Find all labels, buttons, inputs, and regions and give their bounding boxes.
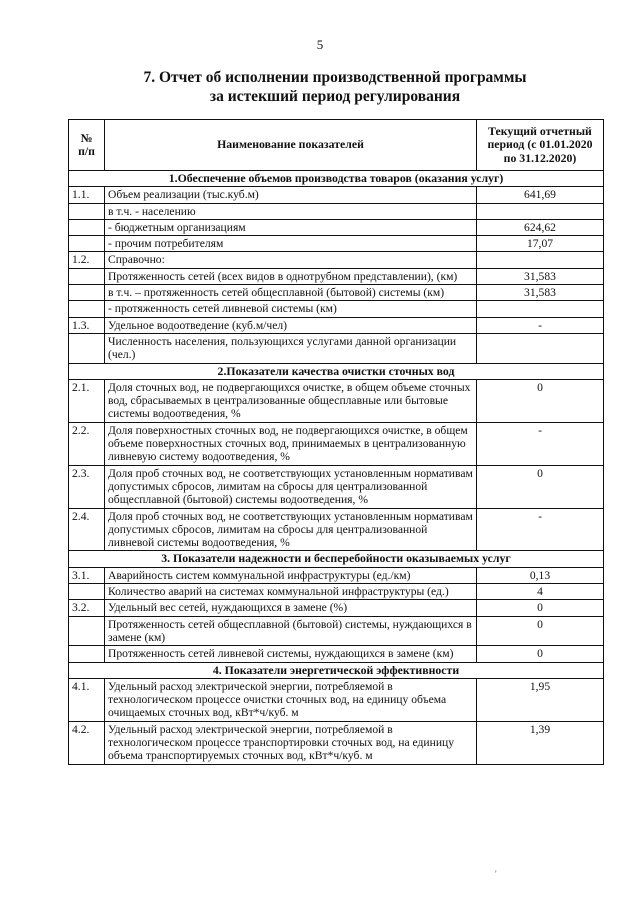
report-title [0,68,640,106]
table-row [69,333,604,363]
report-table [68,119,604,765]
row-value [477,333,604,363]
table-row [69,422,604,465]
row-name: - прочим потребителям [105,236,477,252]
report-title-line-2: за истекший период регулирования [209,88,461,105]
table-row [69,301,604,317]
row-name: Удельный вес сетей, нуждающихся в замене (%) [105,600,477,616]
row-number [69,333,105,363]
row-value: - [477,317,604,333]
row-number: 2.4. [69,508,105,551]
row-number: 1.2. [69,252,105,268]
header-num: № п/п [69,120,105,171]
row-value [477,252,604,268]
row-value: 0 [477,379,604,422]
row-number: 2.2. [69,422,105,465]
row-name: - бюджетным организациям [105,219,477,235]
table-row [69,285,604,301]
row-value: 1,95 [477,678,604,721]
row-number [69,301,105,317]
row-name: Протяженность сетей (всех видов в однотрубном представлении), (км) [105,268,477,284]
row-number: 2.3. [69,465,105,508]
row-name: в т.ч. – протяженность сетей общесплавной (бытовой) системы (км) [105,285,477,301]
row-value: 0 [477,616,604,646]
table-row [69,252,604,268]
section-header [69,363,604,379]
row-value [477,203,604,219]
table-row [69,584,604,600]
row-number: 3.2. [69,600,105,616]
section-1-title: 1.Обеспечение объемов производства товаров (оказания услуг) [69,171,604,187]
row-value: - [477,422,604,465]
row-name: Доля сточных вод, не подвергающихся очистке, в общем объеме сточных вод, сбрасываемых в централизованные общесплавные или бытовые системы водоотведения, % [105,379,477,422]
table-row [69,187,604,203]
row-value: 641,69 [477,187,604,203]
table-row [69,465,604,508]
row-name: Справочно: [105,252,477,268]
section-header [69,662,604,678]
section-header [69,551,604,567]
row-name: Удельное водоотведение (куб.м/чел) [105,317,477,333]
row-name: Аварийность систем коммунальной инфраструктуры (ед./км) [105,567,477,583]
row-value: 0 [477,600,604,616]
table-row [69,317,604,333]
row-number: 2.1. [69,379,105,422]
table-row [69,379,604,422]
table-row [69,567,604,583]
row-name: Численность населения, пользующихся услугами данной организации (чел.) [105,333,477,363]
row-name: Протяженность сетей ливневой системы, нуждающихся в замене (км) [105,646,477,662]
row-number [69,646,105,662]
row-number [69,268,105,284]
table-row [69,600,604,616]
row-value: 17,07 [477,236,604,252]
table-row [69,219,604,235]
section-3-title: 3. Показатели надежности и бесперебойности оказываемых услуг [69,551,604,567]
row-name: Протяженность сетей общесплавной (бытовой) системы, нуждающихся в замене (км) [105,616,477,646]
row-value: - [477,508,604,551]
table-row [69,236,604,252]
row-number [69,584,105,600]
table-row [69,203,604,219]
row-name: Доля поверхностных сточных вод, не подвергающихся очистке, в общем объеме поверхностных сточных вод, принимаемых в централизованную ливневую систему водоотведения, % [105,422,477,465]
row-value: 624,62 [477,219,604,235]
row-value [477,301,604,317]
section-4-title: 4. Показатели энергетической эффективности [69,662,604,678]
section-2-title: 2.Показатели качества очистки сточных вод [69,363,604,379]
scan-mark: ' [495,869,497,879]
row-value: 0,13 [477,567,604,583]
table-row [69,721,604,764]
row-name: в т.ч. - населению [105,203,477,219]
table-row [69,268,604,284]
row-number: 3.1. [69,567,105,583]
table-row [69,616,604,646]
row-value: 31,583 [477,285,604,301]
section-header [69,171,604,187]
row-value: 4 [477,584,604,600]
row-number [69,203,105,219]
table-row [69,646,604,662]
header-name: Наименование показателей [105,120,477,171]
row-value: 1,39 [477,721,604,764]
row-name: Доля проб сточных вод, не соответствующих установленным нормативам допустимых сбросов, лимитам на сбросы для централизованной общесплавной (бытовой) системы водоотведения, % [105,465,477,508]
row-name: Доля проб сточных вод, не соответствующих установленным нормативам допустимых сбросов, лимитам на сбросы для централизованной ливневой системы водоотведения, % [105,508,477,551]
row-value: 0 [477,646,604,662]
row-value: 0 [477,465,604,508]
row-value: 31,583 [477,268,604,284]
table-row [69,678,604,721]
page-number: 5 [316,37,324,52]
row-number [69,616,105,646]
row-number [69,236,105,252]
row-number [69,285,105,301]
table-row [69,508,604,551]
header-period: Текущий отчетный период (с 01.01.2020 по 31.12.2020) [477,120,604,171]
report-title-line-1: 7. Отчет об исполнении производственной программы [143,69,527,86]
row-name: - протяженность сетей ливневой системы (км) [105,301,477,317]
row-name: Количество аварий на системах коммунальной инфраструктуры (ед.) [105,584,477,600]
row-number: 4.1. [69,678,105,721]
row-name: Удельный расход электрической энергии, потребляемой в технологическом процессе транспортировки сточных вод, на единицу объема транспортируемых сточных вод, кВт*ч/куб. м [105,721,477,764]
row-number: 4.2. [69,721,105,764]
row-name: Удельный расход электрической энергии, потребляемой в технологическом процессе очистки сточных вод, на единицу объема очищаемых сточных вод, кВт*ч/куб. м [105,678,477,721]
row-number: 1.1. [69,187,105,203]
row-number [69,219,105,235]
table-header-row [69,120,604,171]
row-number: 1.3. [69,317,105,333]
row-name: Объем реализации (тыс.куб.м) [105,187,477,203]
